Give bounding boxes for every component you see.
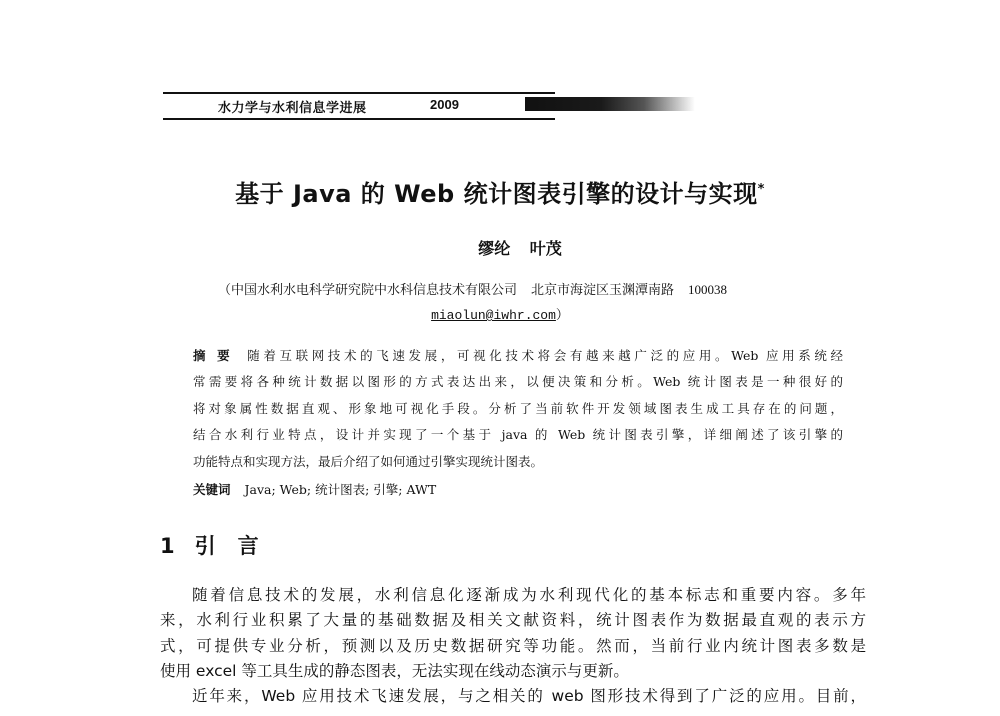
abstract-line: 结合水利行业特点，设计并实现了一个基于 java 的 Web 统计图表引擎，详细阐述了该引擎的 (193, 427, 843, 443)
body-line: 使用 excel 等工具生成的静态图表，无法实现在线动态演示与更新。 (160, 661, 629, 680)
section-number: 1 (160, 534, 175, 558)
email-line (0, 304, 1000, 323)
journal-name: 水力学与水利信息学进展 (218, 101, 367, 116)
affiliation-close: ） (555, 308, 569, 323)
affiliation-org: （中国水利水电科学研究院中水科信息技术有限公司 (218, 283, 518, 298)
affiliation-address: 北京市海淀区玉渊潭南路 (531, 283, 675, 298)
header-rule-top (163, 92, 555, 94)
keywords-value: Java; Web; 统计图表; 引擎; AWT (244, 482, 437, 497)
abstract-line: 功能特点和实现方法，最后介绍了如何通过引擎实现统计图表。 (193, 453, 544, 469)
abstract-label: 摘要 (193, 348, 242, 363)
redacted-scan-block (525, 97, 695, 111)
author-email-link[interactable]: miaolun@iwhr.com (431, 308, 556, 323)
body-line: 近年来，Web 应用技术飞速发展，与之相关的 web 图形技术得到了广泛的应用。目前， (192, 687, 866, 706)
body-line: 来，水利行业积累了大量的基础数据及相关文献资料，统计图表作为数据最直观的表示方 (160, 611, 866, 630)
body-line: 随着信息技术的发展，水利信息化逐渐成为水利现代化的基本标志和重要内容。多年 (192, 586, 866, 604)
section-heading (160, 530, 281, 560)
journal-year: 2009 (430, 97, 459, 112)
paper-authors: 缪纶 叶茂 (478, 239, 562, 258)
header-rule-bottom (163, 118, 555, 120)
affiliation-postcode: 100038 (688, 282, 728, 297)
paper-title-text: 基于 Java 的 Web 统计图表引擎的设计与实现 (235, 180, 758, 208)
keywords-label: 关键词 (193, 482, 231, 497)
section-body (160, 583, 866, 709)
abstract-line: 摘要 随着互联网技术的飞速发展，可视化技术将会有越来越广泛的应用。Web 应用系统经 (193, 348, 843, 363)
author-affiliation (218, 279, 727, 298)
title-footnote-mark: * (757, 182, 765, 197)
body-line: 式，可提供专业分析，预测以及历史数据研究等功能。然而，当前行业内统计图表多数是 (160, 636, 866, 655)
abstract-line: 将对象属性数据直观、形象地可视化手段。分析了当前软件开发领域图表生成工具存在的问题， (193, 400, 843, 416)
keywords (193, 480, 436, 498)
abstract (193, 343, 843, 475)
abstract-line: 常需要将各种统计数据以图形的方式表达出来，以便决策和分析。Web 统计图表是一种很好的 (193, 374, 843, 390)
paper-title (0, 174, 1000, 209)
section-title: 引言 (194, 534, 281, 558)
